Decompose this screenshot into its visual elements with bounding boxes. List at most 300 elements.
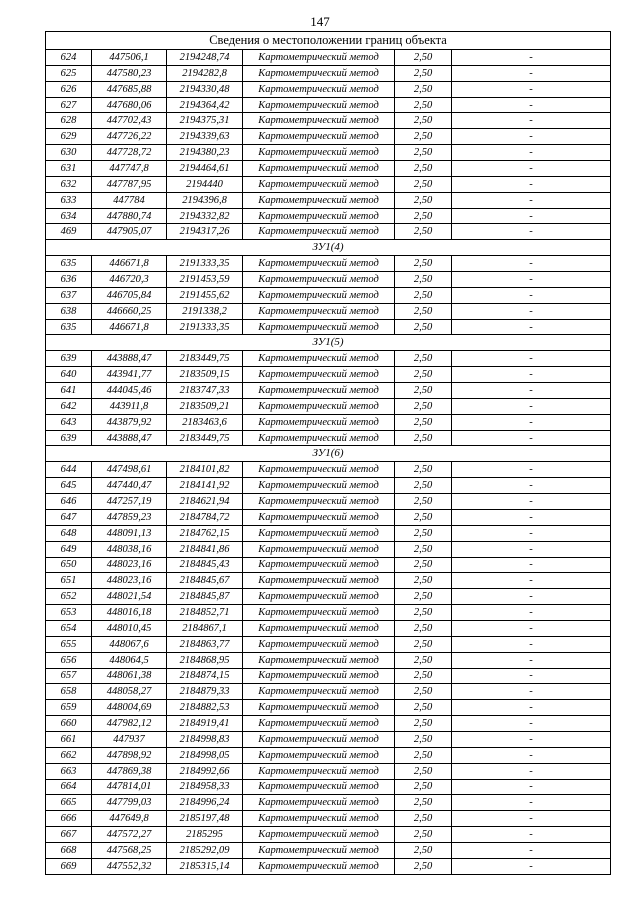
point-number-cell: 659	[46, 700, 92, 716]
point-number-cell: 655	[46, 636, 92, 652]
accuracy-cell: 2,50	[395, 605, 452, 621]
method-cell: Картометрический метод	[243, 541, 395, 557]
coord-y-cell: 2191453,59	[167, 272, 243, 288]
method-cell: Картометрический метод	[243, 684, 395, 700]
note-cell: -	[452, 224, 611, 240]
note-cell: -	[452, 605, 611, 621]
note-cell: -	[452, 398, 611, 414]
method-cell: Картометрический метод	[243, 652, 395, 668]
accuracy-cell: 2,50	[395, 208, 452, 224]
coord-y-cell: 2183449,75	[167, 351, 243, 367]
coord-x-cell: 447702,43	[92, 113, 167, 129]
method-cell: Картометрический метод	[243, 192, 395, 208]
method-cell: Картометрический метод	[243, 700, 395, 716]
note-cell: -	[452, 827, 611, 843]
method-cell: Картометрический метод	[243, 842, 395, 858]
point-number-cell: 664	[46, 779, 92, 795]
note-cell: -	[452, 478, 611, 494]
point-number-cell: 625	[46, 65, 92, 81]
coord-x-cell: 446705,84	[92, 287, 167, 303]
accuracy-cell: 2,50	[395, 779, 452, 795]
table-title-row	[46, 32, 611, 50]
coord-y-cell: 2184101,82	[167, 462, 243, 478]
method-cell: Картометрический метод	[243, 620, 395, 636]
method-cell: Картометрический метод	[243, 97, 395, 113]
point-number-cell: 648	[46, 525, 92, 541]
coord-x-cell: 446660,25	[92, 303, 167, 319]
coord-y-cell: 2183747,33	[167, 383, 243, 399]
point-number-cell: 649	[46, 541, 92, 557]
table-row	[46, 557, 611, 573]
coord-y-cell: 2194396,8	[167, 192, 243, 208]
point-number-cell: 640	[46, 367, 92, 383]
coord-x-cell: 444045,46	[92, 383, 167, 399]
table-row	[46, 573, 611, 589]
point-number-cell: 641	[46, 383, 92, 399]
coord-y-cell: 2191338,2	[167, 303, 243, 319]
table-row	[46, 287, 611, 303]
coord-y-cell: 2191333,35	[167, 256, 243, 272]
method-cell: Картометрический метод	[243, 224, 395, 240]
page-number: 147	[310, 14, 330, 29]
accuracy-cell: 2,50	[395, 509, 452, 525]
point-number-cell: 657	[46, 668, 92, 684]
method-cell: Картометрический метод	[243, 129, 395, 145]
point-number-cell: 633	[46, 192, 92, 208]
table-row	[46, 779, 611, 795]
accuracy-cell: 2,50	[395, 367, 452, 383]
table-row	[46, 208, 611, 224]
coord-y-cell: 2184762,15	[167, 525, 243, 541]
table-row	[46, 319, 611, 335]
point-number-cell: 630	[46, 145, 92, 161]
accuracy-cell: 2,50	[395, 842, 452, 858]
note-cell: -	[452, 620, 611, 636]
point-number-cell: 624	[46, 50, 92, 66]
method-cell: Картометрический метод	[243, 319, 395, 335]
point-number-cell: 639	[46, 351, 92, 367]
coord-y-cell: 2185292,09	[167, 842, 243, 858]
note-cell: -	[452, 763, 611, 779]
table-row	[46, 747, 611, 763]
accuracy-cell: 2,50	[395, 65, 452, 81]
point-number-cell: 645	[46, 478, 92, 494]
table-row	[46, 430, 611, 446]
coord-x-cell: 447257,19	[92, 494, 167, 510]
method-cell: Картометрический метод	[243, 367, 395, 383]
table-row	[46, 605, 611, 621]
note-cell: -	[452, 636, 611, 652]
point-number-cell: 643	[46, 414, 92, 430]
coord-y-cell: 2183463,6	[167, 414, 243, 430]
table-row	[46, 97, 611, 113]
table-row	[46, 668, 611, 684]
note-cell: -	[452, 573, 611, 589]
coord-y-cell: 2184867,1	[167, 620, 243, 636]
coord-x-cell: 448010,45	[92, 620, 167, 636]
point-number-cell: 652	[46, 589, 92, 605]
point-number-cell: 658	[46, 684, 92, 700]
note-cell: -	[452, 192, 611, 208]
section-header-row	[46, 335, 611, 351]
accuracy-cell: 2,50	[395, 113, 452, 129]
point-number-cell: 635	[46, 319, 92, 335]
accuracy-cell: 2,50	[395, 716, 452, 732]
coord-y-cell: 2194339,63	[167, 129, 243, 145]
accuracy-cell: 2,50	[395, 145, 452, 161]
coord-x-cell: 447905,07	[92, 224, 167, 240]
coord-y-cell: 2185295	[167, 827, 243, 843]
note-cell: -	[452, 589, 611, 605]
method-cell: Картометрический метод	[243, 716, 395, 732]
method-cell: Картометрический метод	[243, 494, 395, 510]
method-cell: Картометрический метод	[243, 351, 395, 367]
table-row	[46, 256, 611, 272]
note-cell: -	[452, 145, 611, 161]
accuracy-cell: 2,50	[395, 731, 452, 747]
coord-x-cell: 447898,92	[92, 747, 167, 763]
method-cell: Картометрический метод	[243, 414, 395, 430]
point-number-cell: 644	[46, 462, 92, 478]
note-cell: -	[452, 731, 611, 747]
table-title: Сведения о местоположении границ объекта	[46, 32, 611, 50]
method-cell: Картометрический метод	[243, 795, 395, 811]
note-cell: -	[452, 367, 611, 383]
note-cell: -	[452, 509, 611, 525]
point-number-cell: 469	[46, 224, 92, 240]
coord-x-cell: 448023,16	[92, 557, 167, 573]
coord-x-cell: 447440,47	[92, 478, 167, 494]
accuracy-cell: 2,50	[395, 494, 452, 510]
coord-x-cell: 447680,06	[92, 97, 167, 113]
coord-y-cell: 2184879,33	[167, 684, 243, 700]
note-cell: -	[452, 97, 611, 113]
table-row	[46, 176, 611, 192]
accuracy-cell: 2,50	[395, 383, 452, 399]
point-number-cell: 651	[46, 573, 92, 589]
coord-y-cell: 2185315,14	[167, 858, 243, 874]
coord-y-cell: 2184621,94	[167, 494, 243, 510]
coord-y-cell: 2184863,77	[167, 636, 243, 652]
coord-x-cell: 447580,23	[92, 65, 167, 81]
table-row	[46, 398, 611, 414]
accuracy-cell: 2,50	[395, 129, 452, 145]
method-cell: Картометрический метод	[243, 462, 395, 478]
coord-x-cell: 447747,8	[92, 161, 167, 177]
accuracy-cell: 2,50	[395, 462, 452, 478]
note-cell: -	[452, 414, 611, 430]
table-row	[46, 589, 611, 605]
coord-x-cell: 448058,27	[92, 684, 167, 700]
accuracy-cell: 2,50	[395, 478, 452, 494]
coord-y-cell: 2184784,72	[167, 509, 243, 525]
point-number-cell: 637	[46, 287, 92, 303]
note-cell: -	[452, 50, 611, 66]
table-row	[46, 731, 611, 747]
coord-y-cell: 2184998,05	[167, 747, 243, 763]
method-cell: Картометрический метод	[243, 509, 395, 525]
coord-x-cell: 447982,12	[92, 716, 167, 732]
table-row	[46, 462, 611, 478]
point-number-cell: 661	[46, 731, 92, 747]
point-number-cell: 639	[46, 430, 92, 446]
coord-x-cell: 448091,13	[92, 525, 167, 541]
section-label: ЗУ1(6)	[46, 446, 611, 462]
coord-y-cell: 2184882,53	[167, 700, 243, 716]
coord-y-cell: 2184845,67	[167, 573, 243, 589]
coord-x-cell: 447552,32	[92, 858, 167, 874]
coord-y-cell: 2184845,87	[167, 589, 243, 605]
coord-x-cell: 448004,69	[92, 700, 167, 716]
note-cell: -	[452, 684, 611, 700]
method-cell: Картометрический метод	[243, 858, 395, 874]
method-cell: Картометрический метод	[243, 176, 395, 192]
method-cell: Картометрический метод	[243, 50, 395, 66]
table-row	[46, 541, 611, 557]
table-row	[46, 827, 611, 843]
table-row	[46, 509, 611, 525]
method-cell: Картометрический метод	[243, 605, 395, 621]
coord-x-cell: 447869,38	[92, 763, 167, 779]
method-cell: Картометрический метод	[243, 478, 395, 494]
table-row	[46, 129, 611, 145]
note-cell: -	[452, 176, 611, 192]
accuracy-cell: 2,50	[395, 652, 452, 668]
accuracy-cell: 2,50	[395, 192, 452, 208]
note-cell: -	[452, 272, 611, 288]
coord-x-cell: 447649,8	[92, 811, 167, 827]
note-cell: -	[452, 430, 611, 446]
table-row	[46, 795, 611, 811]
coord-y-cell: 2184845,43	[167, 557, 243, 573]
coord-x-cell: 447568,25	[92, 842, 167, 858]
coord-y-cell: 2194330,48	[167, 81, 243, 97]
coord-y-cell: 2194332,82	[167, 208, 243, 224]
table-row	[46, 303, 611, 319]
table-row	[46, 858, 611, 874]
method-cell: Картометрический метод	[243, 779, 395, 795]
note-cell: -	[452, 81, 611, 97]
coord-y-cell: 2184868,95	[167, 652, 243, 668]
method-cell: Картометрический метод	[243, 81, 395, 97]
note-cell: -	[452, 525, 611, 541]
note-cell: -	[452, 351, 611, 367]
accuracy-cell: 2,50	[395, 573, 452, 589]
note-cell: -	[452, 65, 611, 81]
method-cell: Картометрический метод	[243, 731, 395, 747]
note-cell: -	[452, 779, 611, 795]
accuracy-cell: 2,50	[395, 303, 452, 319]
point-number-cell: 631	[46, 161, 92, 177]
method-cell: Картометрический метод	[243, 65, 395, 81]
accuracy-cell: 2,50	[395, 668, 452, 684]
point-number-cell: 668	[46, 842, 92, 858]
method-cell: Картометрический метод	[243, 589, 395, 605]
coordinates-table-body	[46, 32, 611, 875]
table-row	[46, 65, 611, 81]
accuracy-cell: 2,50	[395, 747, 452, 763]
accuracy-cell: 2,50	[395, 763, 452, 779]
coord-y-cell: 2184996,24	[167, 795, 243, 811]
accuracy-cell: 2,50	[395, 589, 452, 605]
coord-y-cell: 2184874,15	[167, 668, 243, 684]
accuracy-cell: 2,50	[395, 620, 452, 636]
accuracy-cell: 2,50	[395, 81, 452, 97]
coord-y-cell: 2194282,8	[167, 65, 243, 81]
coord-y-cell: 2184992,66	[167, 763, 243, 779]
coord-y-cell: 2184958,33	[167, 779, 243, 795]
coord-x-cell: 447937	[92, 731, 167, 747]
table-row	[46, 811, 611, 827]
method-cell: Картометрический метод	[243, 383, 395, 399]
coord-y-cell: 2184841,86	[167, 541, 243, 557]
coord-y-cell: 2185197,48	[167, 811, 243, 827]
note-cell: -	[452, 462, 611, 478]
section-header-row	[46, 446, 611, 462]
coord-x-cell: 448021,54	[92, 589, 167, 605]
accuracy-cell: 2,50	[395, 414, 452, 430]
method-cell: Картометрический метод	[243, 272, 395, 288]
coord-x-cell: 448023,16	[92, 573, 167, 589]
accuracy-cell: 2,50	[395, 700, 452, 716]
note-cell: -	[452, 494, 611, 510]
method-cell: Картометрический метод	[243, 113, 395, 129]
coord-y-cell: 2191455,62	[167, 287, 243, 303]
coord-x-cell: 443879,92	[92, 414, 167, 430]
table-row	[46, 414, 611, 430]
table-row	[46, 383, 611, 399]
note-cell: -	[452, 256, 611, 272]
accuracy-cell: 2,50	[395, 795, 452, 811]
coord-y-cell: 2183449,75	[167, 430, 243, 446]
point-number-cell: 632	[46, 176, 92, 192]
coord-x-cell: 447859,23	[92, 509, 167, 525]
coord-x-cell: 448016,18	[92, 605, 167, 621]
method-cell: Картометрический метод	[243, 256, 395, 272]
accuracy-cell: 2,50	[395, 50, 452, 66]
note-cell: -	[452, 208, 611, 224]
method-cell: Картометрический метод	[243, 145, 395, 161]
coord-y-cell: 2184919,41	[167, 716, 243, 732]
method-cell: Картометрический метод	[243, 827, 395, 843]
coord-x-cell: 447784	[92, 192, 167, 208]
coord-x-cell: 443941,77	[92, 367, 167, 383]
table-row	[46, 684, 611, 700]
coord-x-cell: 447685,88	[92, 81, 167, 97]
coord-x-cell: 448038,16	[92, 541, 167, 557]
method-cell: Картометрический метод	[243, 636, 395, 652]
note-cell: -	[452, 161, 611, 177]
table-row	[46, 494, 611, 510]
accuracy-cell: 2,50	[395, 287, 452, 303]
table-row	[46, 716, 611, 732]
coord-y-cell: 2194380,23	[167, 145, 243, 161]
note-cell: -	[452, 113, 611, 129]
coord-x-cell: 447814,01	[92, 779, 167, 795]
point-number-cell: 665	[46, 795, 92, 811]
coord-x-cell: 446671,8	[92, 319, 167, 335]
method-cell: Картометрический метод	[243, 398, 395, 414]
accuracy-cell: 2,50	[395, 272, 452, 288]
accuracy-cell: 2,50	[395, 224, 452, 240]
coord-x-cell: 443888,47	[92, 351, 167, 367]
note-cell: -	[452, 842, 611, 858]
note-cell: -	[452, 652, 611, 668]
method-cell: Картометрический метод	[243, 668, 395, 684]
coord-x-cell: 447787,95	[92, 176, 167, 192]
note-cell: -	[452, 668, 611, 684]
note-cell: -	[452, 811, 611, 827]
coord-x-cell: 447572,27	[92, 827, 167, 843]
accuracy-cell: 2,50	[395, 161, 452, 177]
note-cell: -	[452, 716, 611, 732]
accuracy-cell: 2,50	[395, 398, 452, 414]
coord-x-cell: 448064,5	[92, 652, 167, 668]
point-number-cell: 642	[46, 398, 92, 414]
accuracy-cell: 2,50	[395, 319, 452, 335]
method-cell: Картометрический метод	[243, 811, 395, 827]
note-cell: -	[452, 129, 611, 145]
coord-y-cell: 2183509,21	[167, 398, 243, 414]
coord-x-cell: 446720,3	[92, 272, 167, 288]
note-cell: -	[452, 319, 611, 335]
accuracy-cell: 2,50	[395, 827, 452, 843]
method-cell: Картометрический метод	[243, 525, 395, 541]
accuracy-cell: 2,50	[395, 811, 452, 827]
coord-x-cell: 447880,74	[92, 208, 167, 224]
point-number-cell: 662	[46, 747, 92, 763]
coord-x-cell: 447728,72	[92, 145, 167, 161]
table-row	[46, 525, 611, 541]
coord-x-cell: 447726,22	[92, 129, 167, 145]
point-number-cell: 635	[46, 256, 92, 272]
note-cell: -	[452, 303, 611, 319]
accuracy-cell: 2,50	[395, 636, 452, 652]
point-number-cell: 626	[46, 81, 92, 97]
table-row	[46, 81, 611, 97]
note-cell: -	[452, 383, 611, 399]
accuracy-cell: 2,50	[395, 684, 452, 700]
note-cell: -	[452, 858, 611, 874]
point-number-cell: 636	[46, 272, 92, 288]
point-number-cell: 663	[46, 763, 92, 779]
point-number-cell: 646	[46, 494, 92, 510]
point-number-cell: 666	[46, 811, 92, 827]
section-label: ЗУ1(5)	[46, 335, 611, 351]
coord-y-cell: 2184852,71	[167, 605, 243, 621]
coord-x-cell: 443888,47	[92, 430, 167, 446]
point-number-cell: 628	[46, 113, 92, 129]
accuracy-cell: 2,50	[395, 351, 452, 367]
coord-y-cell: 2194464,61	[167, 161, 243, 177]
method-cell: Картометрический метод	[243, 763, 395, 779]
section-header-row	[46, 240, 611, 256]
point-number-cell: 650	[46, 557, 92, 573]
point-number-cell: 660	[46, 716, 92, 732]
coord-y-cell: 2194440	[167, 176, 243, 192]
point-number-cell: 627	[46, 97, 92, 113]
table-row	[46, 192, 611, 208]
note-cell: -	[452, 795, 611, 811]
table-row	[46, 351, 611, 367]
coord-y-cell: 2194317,26	[167, 224, 243, 240]
method-cell: Картометрический метод	[243, 161, 395, 177]
accuracy-cell: 2,50	[395, 525, 452, 541]
point-number-cell: 667	[46, 827, 92, 843]
accuracy-cell: 2,50	[395, 256, 452, 272]
method-cell: Картометрический метод	[243, 557, 395, 573]
note-cell: -	[452, 287, 611, 303]
